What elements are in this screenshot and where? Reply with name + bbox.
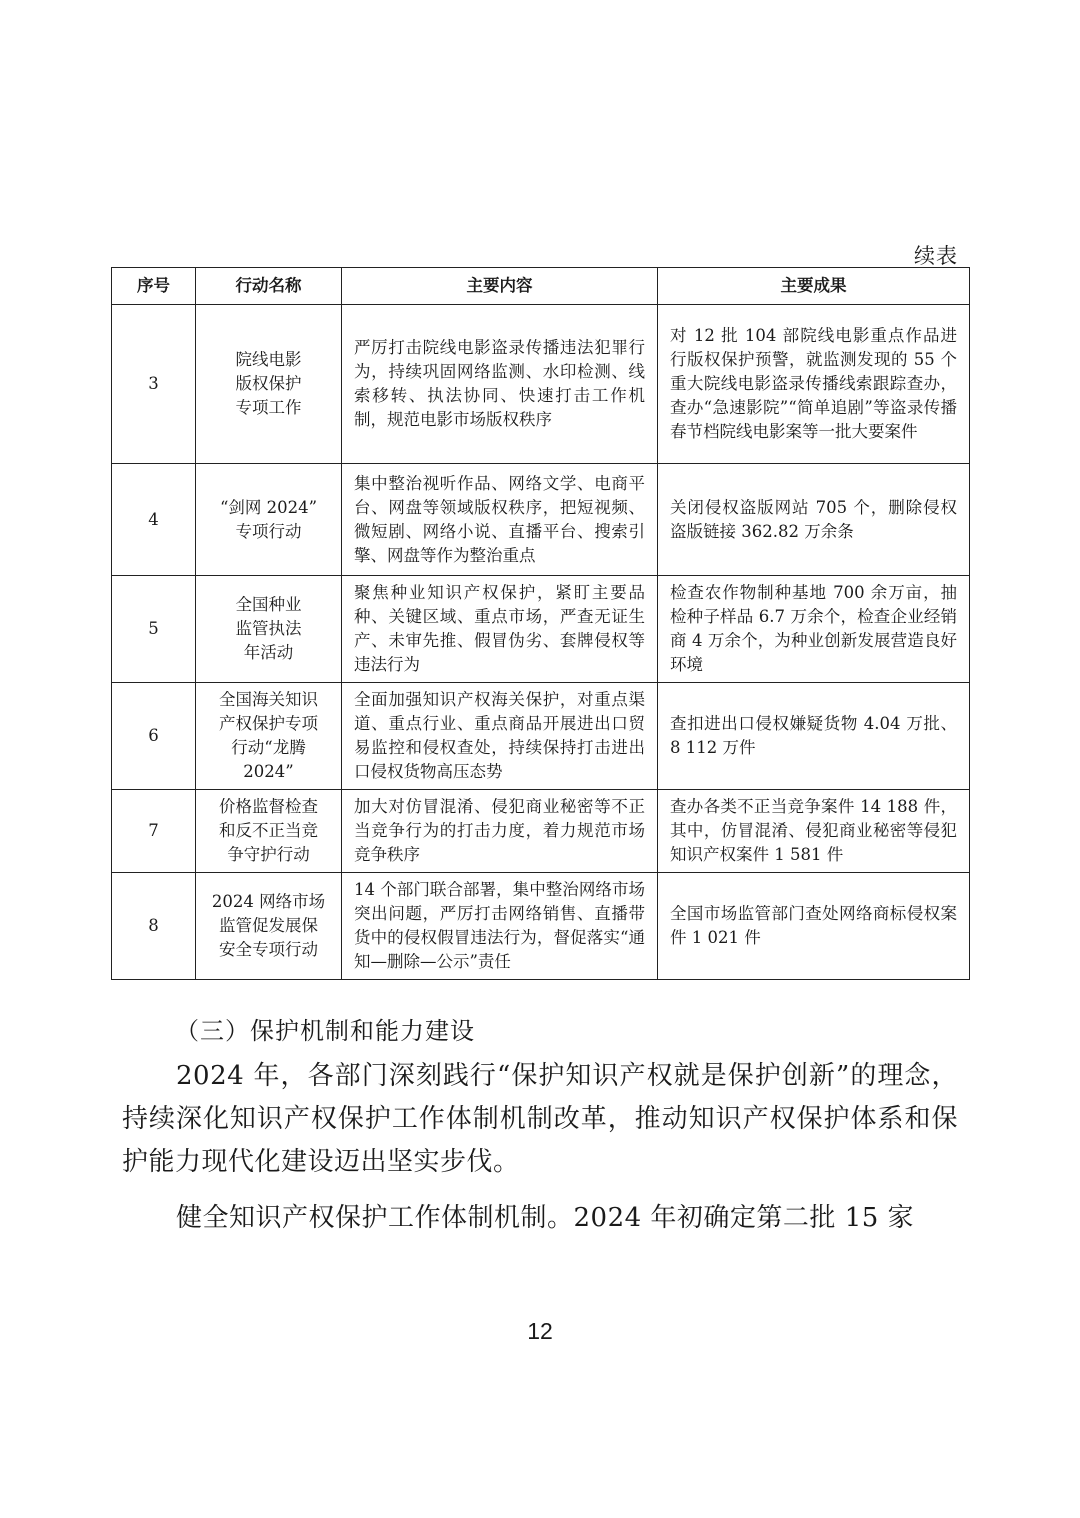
header-no: 序号 bbox=[112, 268, 196, 305]
section-heading: （三）保护机制和能力建设 bbox=[175, 1017, 475, 1045]
action-result: 查办各类不正当竞争案件 14 188 件，其中，仿冒混淆、侵犯商业秘密等侵犯知识产权案件 1 581 件 bbox=[658, 790, 970, 873]
action-result: 全国市场监管部门查处网络商标侵权案件 1 021 件 bbox=[658, 873, 970, 980]
action-content: 加大对仿冒混淆、侵犯商业秘密等不正当竞争行为的打击力度，着力规范市场竞争秩序 bbox=[342, 790, 658, 873]
action-content: 集中整治视听作品、网络文学、电商平台、网盘等领域版权秩序，把短视频、微短剧、网络小说、直播平台、搜索引擎、网盘等作为整治重点 bbox=[342, 464, 658, 576]
header-action-name: 行动名称 bbox=[196, 268, 342, 305]
table-row bbox=[112, 790, 970, 873]
action-result: 关闭侵权盗版网站 705 个，删除侵权盗版链接 362.82 万余条 bbox=[658, 464, 970, 576]
table-row bbox=[112, 464, 970, 576]
row-number: 5 bbox=[112, 576, 196, 683]
action-result: 对 12 批 104 部院线电影重点作品进行版权保护预警，就监测发现的 55 个重大院线电影盗录传播线索跟踪查办，查办“急速影院”“简单追剧”等盗录传播春节档院线电影案等一批大要案件 bbox=[658, 305, 970, 464]
row-number: 7 bbox=[112, 790, 196, 873]
row-number: 6 bbox=[112, 683, 196, 790]
action-name-text: 全国海关知识 产权保护专项 行动“龙腾 2024” bbox=[219, 690, 318, 781]
table-row bbox=[112, 683, 970, 790]
action-content: 全面加强知识产权海关保护，对重点渠道、重点行业、重点商品开展进出口贸易监控和侵权查处，持续保持打击进出口侵权货物高压态势 bbox=[342, 683, 658, 790]
action-name bbox=[196, 305, 342, 464]
enforcement-actions-table bbox=[111, 267, 970, 980]
table-header-row bbox=[112, 268, 970, 305]
action-name-text: 全国种业 监管执法 年活动 bbox=[235, 595, 302, 662]
row-number: 8 bbox=[112, 873, 196, 980]
row-number: 3 bbox=[112, 305, 196, 464]
action-content: 严厉打击院线电影盗录传播违法犯罪行为，持续巩固网络监测、水印检测、线索移转、执法协同、快速打击工作机制，规范电影市场版权秩序 bbox=[342, 305, 658, 464]
action-name-text: 院线电影 版权保护 专项工作 bbox=[235, 350, 302, 417]
action-name-text: 价格监督检查 和反不正当竞 争守护行动 bbox=[219, 797, 318, 864]
header-main-result: 主要成果 bbox=[658, 268, 970, 305]
action-result: 检查农作物制种基地 700 余万亩，抽检种子样品 6.7 万余个，检查企业经销商 4 万余个，为种业创新发展营造良好环境 bbox=[658, 576, 970, 683]
row-number: 4 bbox=[112, 464, 196, 576]
action-name bbox=[196, 873, 342, 980]
action-content: 聚焦种业知识产权保护，紧盯主要品种、关键区域、重点市场，严查无证生产、未审先推、假冒伪劣、套牌侵权等违法行为 bbox=[342, 576, 658, 683]
action-content: 14 个部门联合部署，集中整治网络市场突出问题，严厉打击网络销售、直播带货中的侵权假冒违法行为，督促落实“通知—删除—公示”责任 bbox=[342, 873, 658, 980]
table-row bbox=[112, 305, 970, 464]
table-row bbox=[112, 873, 970, 980]
action-name bbox=[196, 683, 342, 790]
action-name-text: 2024 网络市场 监管促发展保 安全专项行动 bbox=[211, 892, 326, 959]
action-result: 查扣进出口侵权嫌疑货物 4.04 万批、8 112 万件 bbox=[658, 683, 970, 790]
action-name bbox=[196, 464, 342, 576]
header-main-content: 主要内容 bbox=[342, 268, 658, 305]
action-name bbox=[196, 576, 342, 683]
action-name bbox=[196, 790, 342, 873]
page-number: 12 bbox=[527, 1318, 553, 1344]
action-name-text: “剑网 2024” 专项行动 bbox=[219, 497, 318, 541]
continued-table-label: 续表 bbox=[914, 244, 958, 268]
body-paragraph: 健全知识产权保护工作体制机制。2024 年初确定第二批 15 家 bbox=[176, 1203, 915, 1233]
table-row bbox=[112, 576, 970, 683]
body-paragraph: 2024 年，各部门深刻践行“保护知识产权就是保护创新”的理念，持续深化知识产权保护工作体制机制改革，推动知识产权保护体系和保护能力现代化建设迈出坚实步伐。 bbox=[122, 1061, 958, 1177]
